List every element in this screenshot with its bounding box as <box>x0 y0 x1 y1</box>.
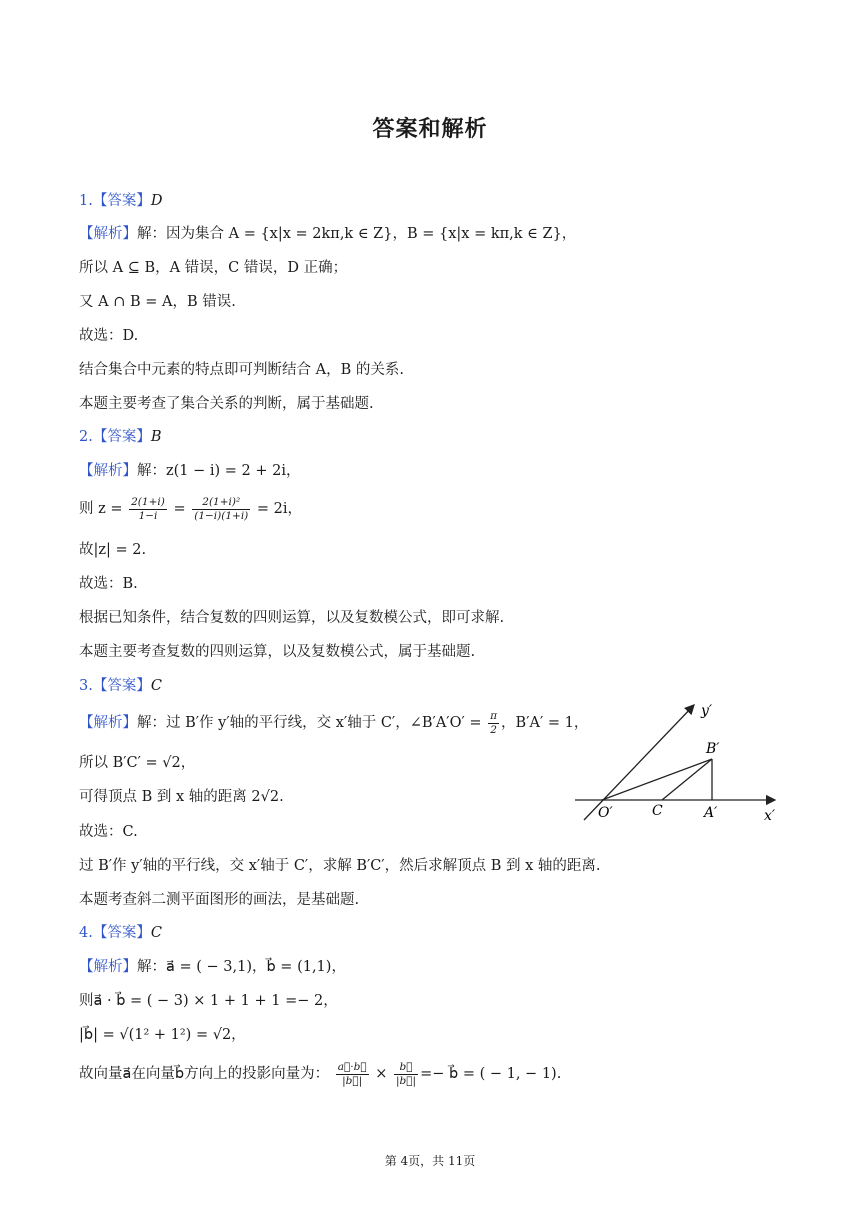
q4-analysis-tag: 【解析】 <box>79 959 137 975</box>
q2-analysis-line2 <box>79 494 302 524</box>
y-axis <box>584 705 694 820</box>
label-x: x′ <box>764 808 776 824</box>
label-c: C <box>652 803 663 819</box>
q2-answer: B <box>150 429 162 445</box>
q3-analysis-text1: 解：过 B′作 y′轴的平行线，交 x′轴于 C′，∠B′A′O′ = <box>137 715 482 731</box>
q4-fraction-2 <box>394 1061 418 1088</box>
q4-number: 4. <box>79 925 93 941</box>
q2-number: 2. <box>79 429 93 445</box>
q2-fraction-2 <box>192 496 250 523</box>
q3-analysis-tag: 【解析】 <box>79 715 137 731</box>
q2-answer-tag: 【答案】 <box>92 429 151 445</box>
q4-fraction-1 <box>336 1061 369 1088</box>
q1-method-line: 结合集合中元素的特点即可判断结合 A，B 的关系. <box>79 362 404 378</box>
q4-magnitude-line: |b⃗| = √(1² + 1²) = √2， <box>79 1027 246 1043</box>
q3-summary-line: 本题考查斜二测平面图形的画法，是基础题. <box>79 892 360 908</box>
q4-answer-tag: 【答案】 <box>92 925 151 941</box>
q1-analysis-line1 <box>79 224 576 244</box>
q3-analysis-line3: 可得顶点 B 到 x 轴的距离 2√2. <box>79 789 284 805</box>
q1-answer-tag: 【答案】 <box>92 193 151 209</box>
q3-analysis-line2: 所以 B′C′ = √2， <box>79 755 196 771</box>
q3-answer-line <box>79 676 162 696</box>
page-footer: 第 4页，共 11页 <box>384 1154 476 1168</box>
q2-eq-sign: = <box>173 501 186 517</box>
segment-o-b <box>602 759 712 800</box>
q1-answer-line <box>79 191 162 211</box>
q3-answer: C <box>150 678 162 694</box>
q3-method-line: 过 B′作 y′轴的平行线，交 x′轴于 C′，求解 B′C′，然后求解顶点 B 到 x 轴的距离. <box>79 858 601 874</box>
q1-choice-line: 故选：D. <box>79 328 139 344</box>
q4-analysis-line1 <box>79 957 346 977</box>
q2-method-line: 根据已知条件，结合复数的四则运算，以及复数模公式，即可求解. <box>79 610 505 626</box>
q1-analysis-tag: 【解析】 <box>79 226 137 242</box>
q2-fraction-1-denominator: 1−i <box>138 509 158 522</box>
label-a: A′ <box>704 805 718 821</box>
segment-c-b <box>662 759 712 800</box>
q3-answer-tag: 【答案】 <box>92 678 151 694</box>
q4-projection-line <box>79 1058 561 1090</box>
q3-oblique-figure <box>570 695 790 830</box>
q2-fraction-1-numerator: 2(1+i) <box>131 495 165 508</box>
q2-modulus-line: 故|z| = 2. <box>79 542 147 558</box>
label-o: O′ <box>598 805 613 821</box>
label-y: y′ <box>701 703 713 719</box>
q3-analysis-text1-suffix: ，B′A′ = 1， <box>501 715 589 731</box>
q4-answer-line <box>79 923 162 943</box>
q4-analysis-text1: 解：a⃗ = ( − 3,1)，b⃗ = (1,1)， <box>137 959 346 975</box>
q3-angle-fraction <box>488 710 499 737</box>
q1-analysis-text1: 解：因为集合 A = {x|x = 2kπ,k ∈ Z}，B = {x|x = kπ,k ∈ Z}， <box>137 226 577 242</box>
q1-number: 1. <box>79 193 93 209</box>
q4-fraction-2-numerator: b⃗ <box>394 1061 418 1075</box>
q4-fraction-1-numerator: a⃗·b⃗ <box>337 1060 367 1073</box>
q3-number: 3. <box>79 678 93 694</box>
q2-analysis-text1: 解：z(1 − i) = 2 + 2i， <box>137 463 301 479</box>
q4-projection-prefix: 故向量a⃗在向量b⃗方向上的投影向量为： <box>79 1066 330 1082</box>
q4-answer: C <box>150 925 162 941</box>
q2-choice-line: 故选：B. <box>79 576 138 592</box>
q3-analysis-line1 <box>79 709 588 737</box>
q2-fraction-2-denominator: (1−i)(1+i) <box>194 509 249 522</box>
q2-answer-line <box>79 427 162 447</box>
q1-answer: D <box>150 193 163 209</box>
q2-fraction-1 <box>129 496 167 523</box>
q4-fraction-1-denominator: |b⃗| <box>342 1074 363 1087</box>
q1-analysis-line3: 又 A ∩ B = A，B 错误. <box>79 294 236 310</box>
label-b: B′ <box>706 741 720 757</box>
q4-dot-product-line: 则a⃗ · b⃗ = ( − 3) × 1 + 1 + 1 =− 2， <box>79 993 338 1009</box>
page-title: 答案和解析 <box>372 117 488 142</box>
q3-angle-numerator: π <box>490 709 498 722</box>
q4-times-sign: × <box>375 1066 388 1082</box>
q3-choice-line: 故选：C. <box>79 824 138 840</box>
q1-summary-line: 本题主要考查了集合关系的判断，属于基础题. <box>79 396 374 412</box>
q2-analysis-line1 <box>79 461 301 481</box>
q4-projection-suffix: =− b⃗ = ( − 1, − 1). <box>420 1066 562 1082</box>
q2-summary-line: 本题主要考查复数的四则运算，以及复数模公式，属于基础题. <box>79 644 476 660</box>
q2-eq-prefix: 则 z = <box>79 501 123 517</box>
q2-eq-suffix: = 2i， <box>256 501 303 517</box>
q3-angle-denominator: 2 <box>490 723 497 736</box>
q4-fraction-2-denominator: |b⃗| <box>396 1074 417 1087</box>
q1-analysis-line2: 所以 A ⊆ B，A 错误，C 错误，D 正确； <box>79 260 348 276</box>
q2-fraction-2-numerator: 2(1+i)² <box>192 496 250 510</box>
q2-analysis-tag: 【解析】 <box>79 463 137 479</box>
